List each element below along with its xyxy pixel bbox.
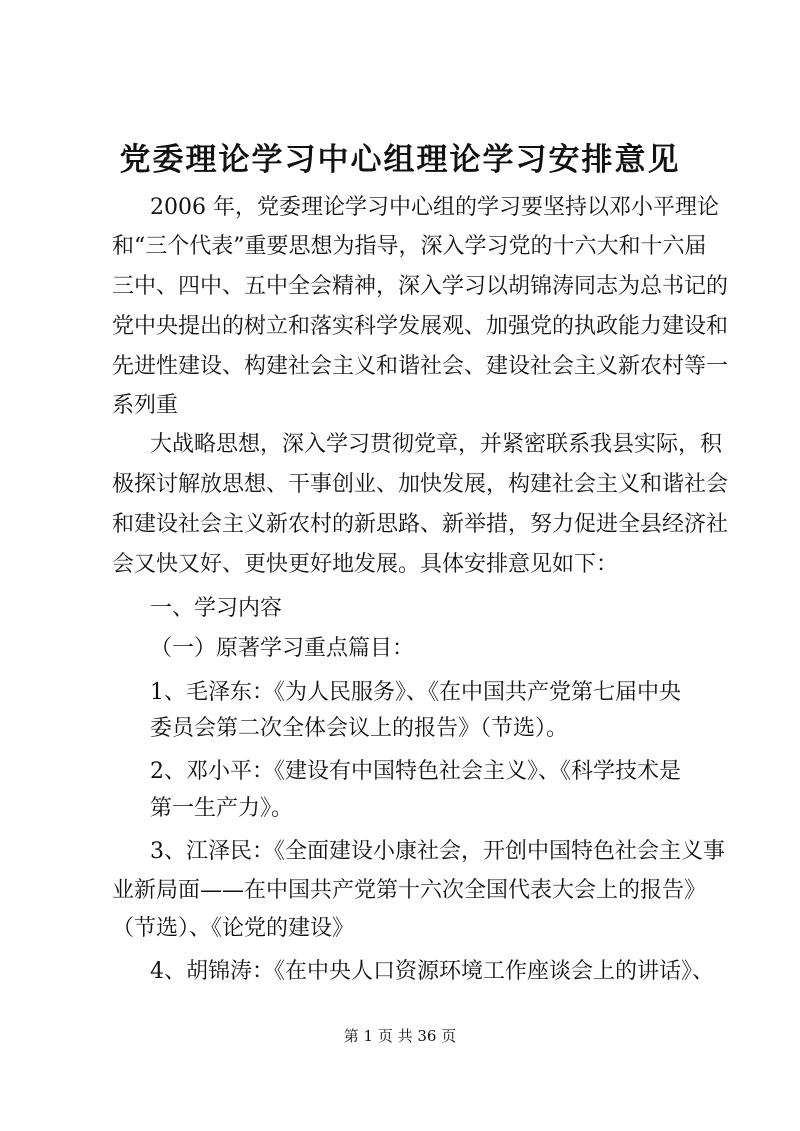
paragraph-line: 会又快又好、更快更好地发展。具体安排意见如下： — [112, 552, 619, 577]
paragraph-line: 和“三个代表”重要思想为指导，深入学习党的十六大和十六届 — [112, 234, 707, 259]
list-item-line: 第一生产力》。 — [150, 796, 294, 821]
paragraph-line: 先进性建设、构建社会主义和谐社会、建设社会主义新农村等一 — [112, 354, 729, 379]
list-item-line: 4、胡锦涛：《在中央人口资源环境工作座谈会上的讲话》、 — [150, 959, 714, 984]
list-item-line: 业新局面——在中国共产党第十六次全国代表大会上的报告》 — [112, 878, 707, 903]
paragraph-line: 系列重 — [112, 393, 179, 418]
paragraph-line: 和建设社会主义新农村的新思路、新举措，努力促进全县经济社 — [112, 512, 729, 537]
page-number-footer: 第 1 页 共 36 页 — [343, 1027, 457, 1045]
subsection-heading: （一）原著学习重点篇目： — [150, 636, 415, 661]
list-item-line: 1、毛泽东：《为人民服务》、《在中国共产党第七届中央 — [150, 680, 681, 705]
list-item-line: 2、邓小平：《建设有中国特色社会主义》、《科学技术是 — [150, 759, 681, 784]
paragraph-line: 党中央提出的树立和落实科学发展观、加强党的执政能力建设和 — [112, 314, 729, 339]
list-item-line: 委员会第二次全体会议上的报告》（节选）。 — [150, 716, 569, 741]
paragraph-line: 大战略思想，深入学习贯彻党章，并紧密联系我县实际，积 — [150, 432, 723, 457]
section-heading: 一、学习内容 — [150, 596, 283, 621]
paragraph-line: 极探讨解放思想、干事创业、加快发展，构建社会主义和谐社会 — [112, 472, 729, 497]
list-item-line: 3、江泽民：《全面建设小康社会，开创中国特色社会主义事 — [150, 839, 725, 864]
document-title: 党委理论学习中心组理论学习安排意见 — [119, 142, 681, 178]
paragraph-line: 三中、四中、五中全会精神，深入学习以胡锦涛同志为总书记的 — [112, 274, 729, 299]
list-item-line: （节选）、《论党的建设》 — [112, 916, 355, 941]
paragraph-line: 2006 年，党委理论学习中心组的学习要坚持以邓小平理论 — [150, 195, 719, 220]
